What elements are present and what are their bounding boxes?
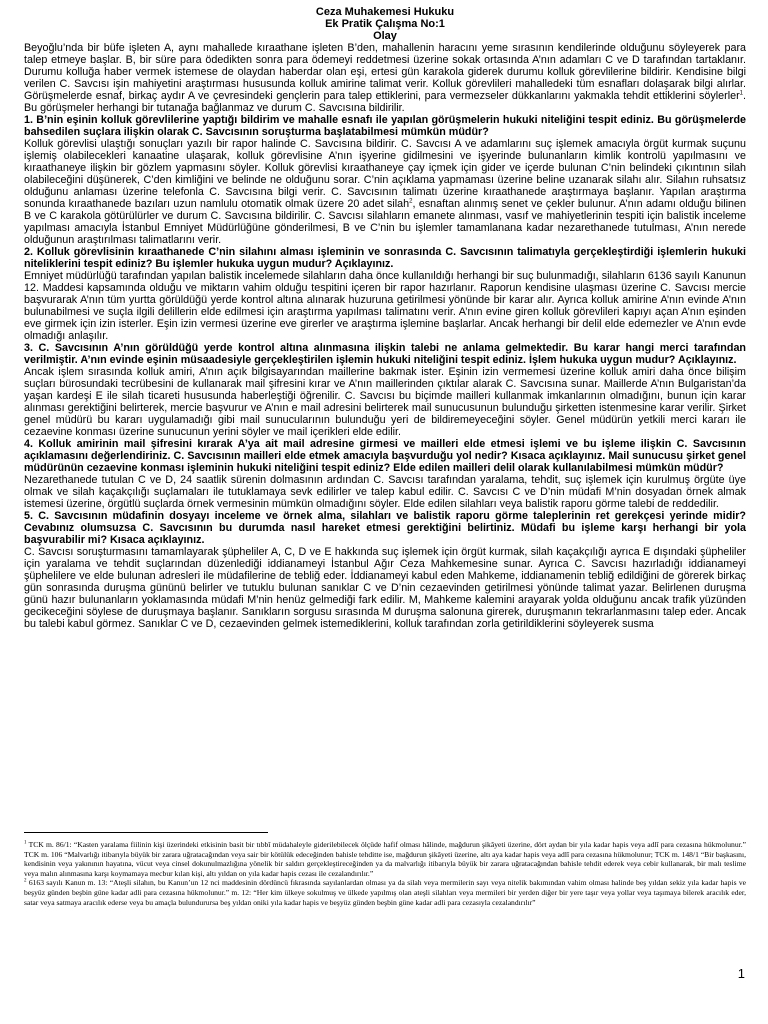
footnote-1-mark: 1 — [24, 840, 27, 846]
paragraph-2: Emniyet müdürlüğü tarafından yapılan balistik incelemede silahların daha önce kullanıldığı herhangi bir suç bulunmadığı, silahların 6136 sayılı Kanunun 12. Maddesi kapsamında olduğu ve miktarın vahim olduğu tespitini içeren bir rapor hazırlanır. Raporun kendisine ulaşması üzerine C. Savcısı mercie başvurarak A’nın tüm yurtta görüldüğü yerde kontrol altına alınarak huzuruna getirilmesi yönünde bir karar alır. Ayrıca kolluk amirine A’nın evinde A’nın bulunabilmesi ve suçla ilgili delillerin elde edilmesi için araştırma yapılması talimatını verir. A’nın evine giren kolluk görevlileri kapıyı açan A’nın eşinden eve girmek için izin isterler. Eşin izin vermesi üzerine eve girerler ve araştırma işlemine başlarlar. Ancak herhangi bir delil elde edemezler ve A’nın evde olmadığı anlaşılır. — [24, 270, 746, 342]
document-body — [24, 6, 746, 630]
page-number: 1 — [737, 966, 745, 981]
footnote-2-text: 6163 sayılı Kanun m. 13: “Ateşli silahın, bu Kanun’un 12 nci maddesinin dördüncü fıkrasında sayılanlardan olması ya da silah veya mermilerin sayı veya nitelik bakımından vahim olması halinde beş yıldan sekiz yıla kadar hapis ve beşyüz günden beşbin güne kadar adli para cezasına hükmolunur.” m. 12: “Her kim ülkeye sokulmuş ve ülkede yapılmış olan ateşli silahları veya mermileri bir yerden diğer bir yere taşır veya yollar veya taşımaya bilerek aracılık eder, satar veya satmaya aracılık ederse veya bu amaçla bulundurursa beş yıldan oniki yıla kadar hapis ve beşyüz günden beşbin güne kadar adli para cezasıyla cezalandırılır” — [24, 878, 746, 907]
document-subtitle: Ek Pratik Çalışma No:1 — [325, 18, 445, 30]
paragraph-4: Nezarethanede tutulan C ve D, 24 saatlik sürenin dolmasının ardından C. Savcısı tarafından yaralama, tehdit, suç işlemek için kurulmuş örgüte üye olmak ve silah kaçakçılığı suçlamaları ile tutuklamaya sevk edilirler ve talep kabul edilir. C. Savcısı C ve D’nin müdafi M’nin dosyadan örnek almak istemesi üzerine, örgütlü suçlarda örnek vermesinin mümkün olmadığını söyler. Elde edilen silahları veya balistik raporu görme talebi de reddedilir. — [24, 474, 746, 510]
question-5: 5. C. Savcısının müdafinin dosyayı inceleme ve örnek alma, silahları ve balistik raporu görme taleplerinin ret gerekçesi yerinde midir? Cevabınız olumsuzsa C. Savcısının bu durumda nasıl hareket etmesi gerektiğini belirtiniz. Müdafi bu işleme karşı herhangi bir yola başvurabilir mi? Kısaca açıklayınız. — [24, 510, 746, 546]
paragraph-1-text-end: , esnaftan alınmış senet ve çekler bulunur. A’nın adamı olduğu bilinen B ve C karakola götürülürler ve durum C. Savcısına bildirilir. C. Savcısı silahların emanete alınması, vasıf ve mahiyetlerinin tespiti için balistik inceleme yapılması amacıyla İstanbul Emniyet Müdürlüğüne gönderilmesi, B ve C’nin bu işlemler tamamlanana kadar nezarethanede tutulması, A’nın nerede olduğunun araştırılması talimatlarını verir. — [24, 198, 746, 246]
olay-text-end: . Bu görüşmeler herhangi bir tutanağa bağlanmaz ve durum C. Savcısına bildirilir. — [24, 90, 746, 114]
footnote-2-mark: 2 — [24, 878, 27, 884]
footnote-ref-1[interactable]: 1 — [739, 90, 743, 97]
paragraph-5: C. Savcısı soruşturmasını tamamlayarak şüpheliler A, C, D ve E hakkında suç işlemek için örgüt kurmak, silah kaçakçılığı ayrıca E dışındaki şüpheliler için yaralama ve tehdit suçlarından düzenlediği iddianameyi İstanbul Ağır Ceza Mahkemesine sunar. Ayrıca C. Savcısı hazırladığı iddianameyi şüphelilere ve elde bulunan adresleri ile müdafilerine de tebliğ eder. İddianameyi kabul eden Mahkeme, iddianamenin tebliğ edildiğini de görerek birkaç gün sonrasında duruşma gününü belirler ve tutuklu bulunan sanıklar C ve D’nin cezaevinden getirilmesi yönünde talimat yazar. Belirlenen duruşma günü hazır bulunanların yoklamasında müdafi M’nin henüz gelmediği fark edilir. M, Mahkeme kalemini arayarak yolda olduğunu ancak trafik yüzünden gecikeceğini söylese de duruşmaya başlanır. Sanıkların sorgusu sırasında M duruşma salonuna girerek, duruşmanın tekrarlanmasını talep eder. Ancak bu talebi kabul görmez. Sanıklar C ve D, cezaevinden gelmek istemediklerini, kolluk tarafından zorla getirildiklerini söyleyerek susma — [24, 546, 746, 630]
footnote-divider — [24, 832, 268, 833]
question-1: 1. B’nin eşinin kolluk görevlilerine yaptığı bildirim ve mahalle esnafı ile yapılan görüşmelerin hukuki niteliğini tespit ediniz. Bu görüşmelerde bahsedilen suçlara ilişkin olarak C. Savcısının soruşturma başlatabilmesi mümkün müdür? — [24, 114, 746, 138]
question-2: 2. Kolluk görevlisinin kıraathanede C’nin silahını alması işleminin ve sonrasında C. Savcısının talimatıyla gerçekleştirdiği işlemlerin hukuki niteliklerini tespit ediniz? Bu işlemler hukuka uygun mudur? Açıklayınız. — [24, 246, 746, 270]
paragraph-1-text: Kolluk görevlisi ulaştığı sonuçları yazılı bir rapor halinde C. Savcısına bildirir. C. Savcısı A ve adamlarını suç işlemek amacıyla örgüt kurmak suçunu işlemiş olabilecekleri kanaatine ulaşarak, kolluk görevlisine A’nın işyerine gidilmesini ve işyerinde bulunanların kimlik kontrolü yapılmasını ve kıraathaneye ilişkin bir gözlem yapmasını söyler. Kolluk görevlisi kıraathaneye çay içmek için gider ve içerde bulunan C’nin belindeki çıkıntının silah olabileceğini düşünerek, C’den kimliğini ve belinde ne olduğunu sorar. C’nin açıklama yapmaması üzerine beline uzanarak silahı alır. Silahın ruhsatsız olduğunu anlaması üzerine telefonla C. Savcısına bilgi verir. C. Savcısının talimatı üzerine kıraathanede araştırmaya başlanır. Yapılan araştırma sonunda kıraathanede bazıları uzun namlulu otomatik olmak üzere 20 adet silah — [24, 138, 746, 210]
question-4: 4. Kolluk amirinin mail şifresini kırarak A’ya ait mail adresine girmesi ve mailleri elde etmesi işlemi ve bu işleme ilişkin C. Savcısının açıklamasını değerlendiriniz. C. Savcısının mailleri elde etmek amacıyla başvurduğu yol nedir? Kısaca açıklayınız. Mail sunucusu şirket genel müdürünün cezaevine konması işleminin hukuki niteliğini tespit ediniz? Elde edilen mailleri delil olarak kullanılabilmesi mümkün müdür? — [24, 438, 746, 474]
document-title: Ceza Muhakemesi Hukuku — [315, 6, 455, 18]
question-3: 3. C. Savcısının A’nın görüldüğü yerde kontrol altına alınmasına ilişkin talebi ne anlama gelmektedir. Bu karar hangi merci tarafından verilmiştir. A’nın evinde eşinin müsaadesiyle gerçekleştirilen işlemin hukuki niteliğini tespit ediniz. İşlem hukuka uygun mudur? Açıklayınız. — [24, 342, 746, 366]
paragraph-3: Ancak işlem sırasında kolluk amiri, A’nın açık bilgisayarından maillerine bakmak ister. Eşinin izin vermemesi üzerine kolluk amiri daha önce bilişim suçları bürosundaki tecrübesini de kullanarak mail şifresini kırar ve A’nın maillerinden çıktılar alarak C. Savcısına sunar. Maillerde A’nın Bulgaristan’da yaşan kardeşi E ile silah ticareti hususunda haberleştiği öğrenilir. C. Savcısı bu biçimde mailleri kullanmak imkanlarının olmadığını, bunun için karar alınması gerektiğini belirterek, mercie başvurur ve A’nın e mail adresini belirterek mail sunucusunun bulunduğu şirketten istenmesine karar verilir. Şirket genel müdürü bu kararı uygulamadığı gibi mail sunucularının bulunduğu yeri de bildiremeyeceğini söyler. Genel müdürün yetkili merci kararı ile cezaevine konması üzerine sunucunun yerini söyler ve mail içerikleri elde edilir. — [24, 366, 746, 438]
footnotes — [24, 840, 746, 907]
footnote-ref-2[interactable]: 2 — [409, 198, 413, 205]
olay-paragraph — [24, 42, 746, 114]
section-heading-olay: Olay — [373, 30, 397, 42]
footnote-1 — [24, 840, 746, 878]
paragraph-1 — [24, 138, 746, 246]
olay-text: Beyoğlu’nda bir büfe işleten A, aynı mahallede kıraathane işleten B’den, mahallenin haracını yeme sırasının kendilerinde olduğunu söyleyerek para talep etmeye başlar. B, bir süre para ödedikten sonra para ödemeyi reddetmesi üzerine sokak ortasında A’nın adamları C ve D tarafından tartaklanır. Durumu kolluğa haber vermek istemese de olaydan haberdar olan eşi, ertesi gün karakola giderek durumu kolluk görevlilerine bildirir. Kendisine bilgi verilen C. Savcısı işin mahiyetini araştırması hususunda kolluk amirine talimat verir. Kolluk görevlileri mahalledeki tüm esnafları dolaşarak bilgi alırlar. Görüşmelerde esnaf, birkaç aydır A ve çevresindeki gençlerin para talep ettiklerini, para vermezseler dükkanlarını yakmakla tehdit ettiklerini söylerler — [24, 42, 746, 102]
footnote-2 — [24, 878, 746, 907]
footnote-1-text: TCK m. 86/1: “Kasten yaralama fiilinin kişi üzerindeki etkisinin basit bir tıbbî müdahaleyle giderilebilecek ölçüde hafif olması hâlinde, mağdurun şikâyeti üzerine, dört aydan bir yıla kadar hapis veya adlî para cezasına hükmolunur.” TCK m. 106 “Malvarlığı itibarıyla büyük bir zarara uğratacağından veya sair bir kötülük edeceğinden bahisle tehditte ise, mağdurun şikâyeti üzerine, altı aya kadar hapis veya adlî para cezasına hükmolunur; TCK m. 148/1 “Bir başkasını, kendisinin veya yakınının hayatına, vücut veya cinsel dokunulmazlığına yönelik bir saldırı gerçekleştireceğinden ya da malvarlığı itibarıyla büyük bir zarara uğratacağından bahisle tehdit ederek veya cebir kullanarak, bir malı teslime veya malın alınmasına karşı koymamaya mecbur kılan kişi, altı yıldan on yıla kadar hapis cezası ile cezalandırılır.” — [24, 840, 746, 878]
